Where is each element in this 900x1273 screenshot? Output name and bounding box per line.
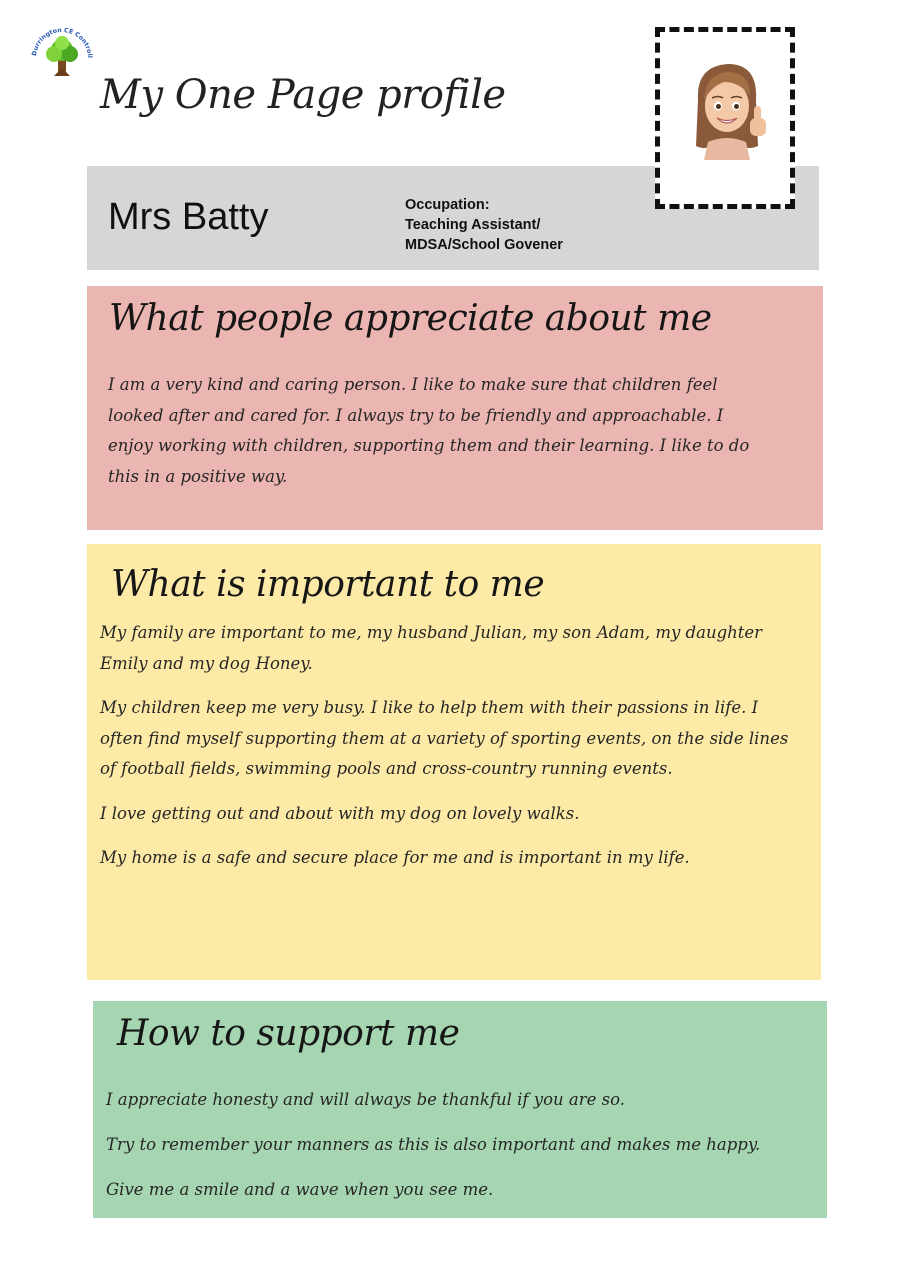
school-logo xyxy=(28,24,96,86)
section-body xyxy=(108,370,758,492)
memoji-thumbs-up-avatar xyxy=(688,60,772,160)
occupation-block xyxy=(405,195,563,255)
tree-logo-icon xyxy=(46,36,78,76)
section-heading: What people appreciate about me xyxy=(109,298,712,339)
staff-name: Mrs Batty xyxy=(108,196,269,238)
section-appreciate xyxy=(87,286,823,530)
occupation-label: Occupation: xyxy=(405,197,490,213)
paragraph: My family are important to me, my husband Julian, my son Adam, my daughter Emily and my dog Honey. xyxy=(100,623,763,673)
section-body xyxy=(106,1085,818,1220)
school-name: Durrington CE Controll xyxy=(31,26,94,59)
occupation-line-2: MDSA/School Govener xyxy=(405,237,563,253)
photo-frame xyxy=(655,27,795,209)
paragraph: Try to remember your manners as this is also important and makes me happy. xyxy=(106,1135,761,1154)
section-heading: What is important to me xyxy=(111,564,545,605)
paragraph: Give me a smile and a wave when you see me. xyxy=(106,1180,494,1199)
paragraph: I appreciate honesty and will always be thankful if you are so. xyxy=(106,1090,625,1109)
paragraph: I am a very kind and caring person. I like to make sure that children feel looked after and cared for. I always try to be friendly and approachable. I enjoy working with children, supporting them and their learning. I like to do this in a positive way. xyxy=(108,375,750,486)
occupation-line-1: Teaching Assistant/ xyxy=(405,217,541,233)
section-important xyxy=(87,544,821,980)
page-title: My One Page profile xyxy=(100,72,506,118)
paragraph: I love getting out and about with my dog on lovely walks. xyxy=(100,803,580,823)
section-body xyxy=(100,618,805,888)
section-support xyxy=(93,1001,827,1218)
paragraph: My children keep me very busy. I like to help them with their passions in life. I often find myself supporting them at a variety of sporting events, on the side lines of football fields, swimming pools and cross-country running events. xyxy=(100,698,789,778)
section-heading: How to support me xyxy=(117,1013,460,1054)
paragraph: My home is a safe and secure place for me and is important in my life. xyxy=(100,848,690,867)
